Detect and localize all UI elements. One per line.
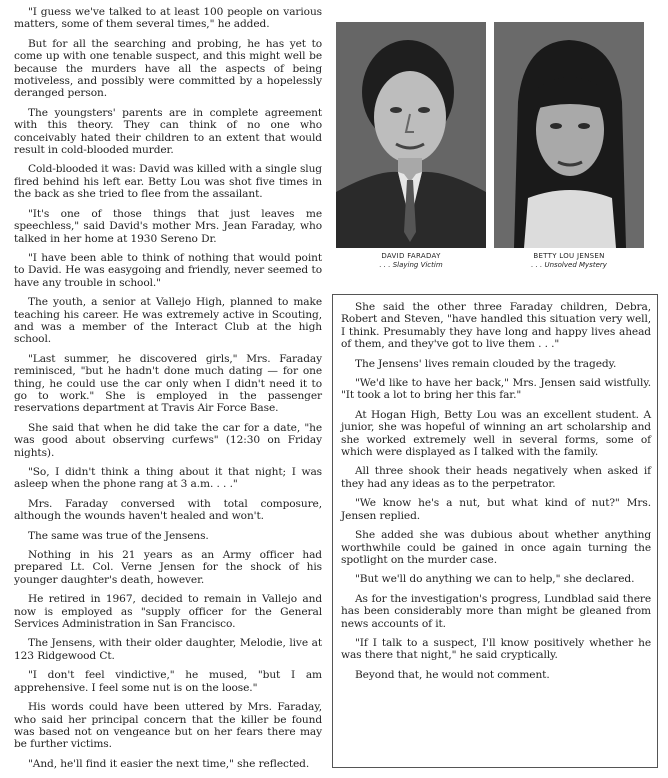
paragraph: As for the investigation's progress, Lundblad said there has been considerably more than might be gleaned from news accounts of it. [341,592,651,630]
paragraph: His words could have been uttered by Mrs. Faraday, who said her principal concern that the killer be found was based not on vengeance but on her fears there may be further victims. [14,701,322,751]
right-column [332,294,658,768]
caption-subtitle: . . . Slaying Victim [379,260,443,269]
paragraph: "But we'll do anything we can to help," she declared. [355,573,635,586]
photo-david-faraday [336,22,486,248]
caption-name: BETTY LOU JENSEN [533,252,605,260]
caption-betty-lou-jensen [494,252,644,269]
paragraph: But for all the searching and probing, he has yet to come up with one tenable suspect, and this might well be because the murders have all the aspects of being motiveless, and possibly were committed by a hopelessly deranged person. [14,37,322,100]
left-column [14,6,322,777]
paragraph: At Hogan High, Betty Lou was an excellent student. A junior, she was hopeful of winning an art scholarship and she worked extremely well in several forms, some of which were displayed as I talked with the family. [341,408,651,459]
paragraph: "So, I didn't think a thing about it that night; I was asleep when the phone rang at 3 a.m. . . ." [14,466,322,491]
paragraph: "We'd like to have her back," Mrs. Jensen said wistfully. "It took a lot to bring her this far." [341,377,651,402]
paragraph: Mrs. Faraday conversed with total composure, although the wounds haven't healed and won't. [14,497,322,523]
photo-betty-lou-jensen [494,22,644,248]
paragraph: The same was true of the Jensens. [28,529,209,542]
paragraph: The Jensens' lives remain clouded by the tragedy. [355,357,617,370]
paragraph: Beyond that, he would not comment. [355,668,550,681]
paragraph: The youngsters' parents are in complete agreement with this theory. They can think of no one who conceivably hated their children to an extent that would result in cold-blooded murder. [14,106,322,157]
paragraph: He retired in 1967, decided to remain in Vallejo and now is employed as "supply officer for the General Services Administration in San Francisco. [14,593,322,631]
paragraph: The youth, a senior at Vallejo High, planned to make teaching his career. He was extremely active in Scouting, and was a member of the Interact Club at the high school. [14,296,322,346]
caption-subtitle: . . . Unsolved Mystery [531,260,607,269]
photo-section [336,22,658,284]
paragraph: "And, he'll find it easier the next time," she reflected. [28,757,310,770]
paragraph: "I don't feel vindictive," he mused, "but I am apprehensive. I feel some nut is on the loose." [14,669,322,694]
paragraph: "It's one of those things that just leaves me speechless," said David's mother Mrs. Jean Faraday, who talked in her home at 1930 Sereno Dr. [14,207,322,245]
paragraph: "I have been able to think of nothing that would point to David. He was easygoing and friendly, never seemed to have any trouble in school." [14,251,322,289]
paragraph: "If I talk to a suspect, I'll know positively whether he was there that night," he said cryptically. [341,636,651,662]
paragraph: She said the other three Faraday children, Debra, Robert and Steven, "have handled this situation very well, I think. Presumably they have long and happy lives ahead of them, and they've got to live them . . ." [341,301,651,351]
paragraph: "We know he's a nut, but what kind of nut?" Mrs. Jensen replied. [341,497,651,522]
caption-david-faraday [336,252,486,269]
paragraph: She added she was dubious about whether anything worthwhile could be gained in once again turning the spotlight on the murder case. [341,529,651,566]
caption-name: DAVID FARADAY [381,252,441,260]
paragraph: Cold-blooded it was: David was killed with a single slug fired behind his left ear. Betty Lou was shot five times in the back as she tried to flee from the assailant. [14,163,322,201]
paragraph: "Last summer, he discovered girls," Mrs. Faraday reminisced, "but he hadn't done much dating — for one thing, he could use the car only when I didn't need it to go to work." She is employed in the passenger reservations department at Travis Air Force Base. [14,352,322,415]
paragraph: "I guess we've talked to at least 100 people on various matters, some of them several times," he added. [14,6,322,31]
paragraph: Nothing in his 21 years as an Army officer had prepared Lt. Col. Verne Jensen for the shock of his younger daughter's death, however. [14,549,322,586]
paragraph: All three shook their heads negatively when asked if they had any ideas as to the perpetrator. [341,465,651,490]
paragraph: She said that when he did take the car for a date, "he was good about observing curfews" (12:30 on Friday nights). [14,421,322,459]
paragraph: The Jensens, with their older daughter, Melodie, live at 123 Ridgewood Ct. [14,637,322,662]
